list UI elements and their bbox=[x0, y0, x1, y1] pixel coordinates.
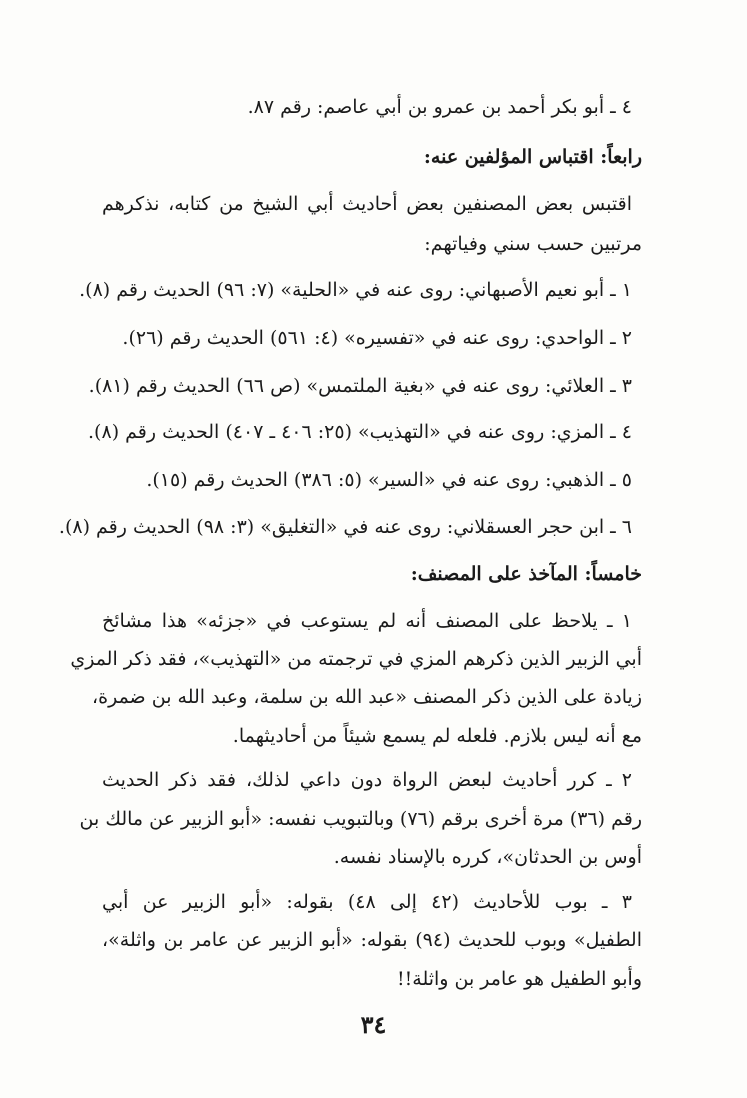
text-line: اقتبس بعض المصنفين بعض أحاديث أبي الشيخ من كتابه، نذكرهم bbox=[102, 193, 632, 215]
text-line: زيادة على الذين ذكر المصنف «عبد الله بن سلمة، وعبد الله بن ضمرة، bbox=[92, 686, 642, 708]
list-item: ٢ ـ الواحدي: روى عنه في «تفسيره» (٤: ٥٦١) الحديث رقم (٢٦). bbox=[122, 327, 632, 349]
page-number: ٣٤ bbox=[360, 1010, 387, 1039]
list-item: ٥ ـ الذهبي: روى عنه في «السير» (٥: ٣٨٦) الحديث رقم (١٥). bbox=[146, 469, 632, 491]
text-line: ٣ ـ بوب للأحاديث (٤٢ إلى ٤٨) بقوله: «أبو الزبير عن أبي bbox=[102, 891, 633, 913]
text-line: أبي الزبير الذين ذكرهم المزي في ترجمته من «التهذيب»، فقد ذكر المزي bbox=[70, 648, 642, 670]
text-line: مرتبين حسب سني وفياتهم: bbox=[424, 233, 642, 255]
section-heading: رابعاً: اقتباس المؤلفين عنه: bbox=[423, 146, 642, 168]
text-line: مع أنه ليس بلازم. فلعله لم يسمع شيئاً من أحاديثهما. bbox=[232, 725, 642, 747]
list-item: ١ ـ أبو نعيم الأصبهاني: روى عنه في «الحلية» (٧: ٩٦) الحديث رقم (٨). bbox=[79, 279, 632, 301]
text-line: ١ ـ يلاحظ على المصنف أنه لم يستوعب في «جزئه» هذا مشائخ bbox=[102, 610, 632, 632]
text-line: أوس بن الحدثان»، كرره بالإسناد نفسه. bbox=[333, 846, 642, 868]
text-line: ٢ ـ كرر أحاديث لبعض الرواة دون داعي لذلك، فقد ذكر الحديث bbox=[102, 769, 632, 791]
text-line: رقم (٣٦) مرة أخرى برقم (٧٦) وبالتبويب نفسه: «أبو الزبير عن مالك بن bbox=[79, 808, 642, 830]
section-heading: خامساً: المآخذ على المصنف: bbox=[410, 563, 642, 585]
text-line: الطفيل» وبوب للحديث (٩٤) بقوله: «أبو الزبير عن عامر بن واثلة»، bbox=[102, 929, 642, 951]
text-line: وأبو الطفيل هو عامر بن واثلة!! bbox=[396, 968, 642, 990]
list-item: ٤ ـ المزي: روى عنه في «التهذيب» (٢٥: ٤٠٦ ـ ٤٠٧) الحديث رقم (٨). bbox=[88, 421, 632, 443]
text-line: ٤ ـ أبو بكر أحمد بن عمرو بن أبي عاصم: رقم ٨٧. bbox=[247, 96, 632, 118]
list-item: ٦ ـ ابن حجر العسقلاني: روى عنه في «التغليق» (٣: ٩٨) الحديث رقم (٨). bbox=[58, 516, 632, 538]
list-item: ٣ ـ العلائي: روى عنه في «بغية الملتمس» (ص ٦٦) الحديث رقم (٨١). bbox=[88, 375, 632, 397]
